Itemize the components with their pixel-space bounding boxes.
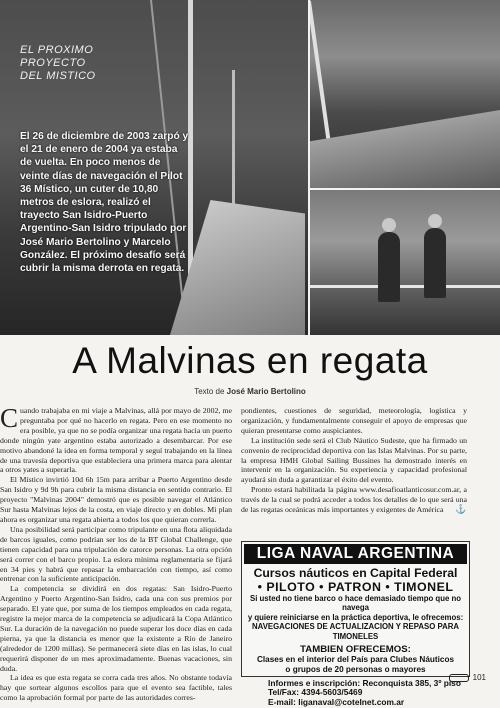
ad-headline: Cursos náuticos en Capital Federal [253, 566, 458, 580]
byline-author: José Mario Bertolino [226, 387, 306, 396]
page-footer [449, 673, 486, 682]
ad-banner: LIGA NAVAL ARGENTINA [244, 544, 467, 564]
article-column-left [0, 403, 232, 703]
drop-cap: C [0, 403, 19, 433]
paragraph: Pronto estará habilitada la página www.desafioatlanticosur.com.ar, a través de la cual se podrá acceder a todos los detalles de lo que será una de las regatas oceánicas más importantes y exigentes de América ⚓ [241, 485, 467, 515]
deck-photo [310, 0, 500, 188]
article-column-right [241, 406, 467, 515]
ad-contact: Informes e inscripción: Reconquista 385, 3º piso Tel/Fax: 4394-5603/5469 E-mail: liganaval@cotelnet.com.ar [268, 677, 461, 708]
crew-photo [310, 190, 500, 335]
liga-naval-ad: LIGA NAVAL ARGENTINA Cursos náuticos en Capital Federal • PILOTO • PATRON • TIMONEL Si usted no tiene barco o hace demasiado tiempo que no navega y quiere reiniciarse en la práctica deportiva, le ofrecemos: NAVEGACIONES DE ACTUALIZACION Y REPASO PARA TIMONELES TAMBIEN OFRECEMOS: Clases en el interior del País para Clubes Náuticos o grupos de 20 personas o mayores Informes e inscripción: Reconquista 385, 3º piso Tel/Fax: 4394-5603/5469 E-mail: liganaval@cotelnet.com.ar [241, 541, 470, 677]
paragraph: La competencia se dividirá en dos regatas: San Isidro-Puerto Argentino y Puerto Argentino-San Isidro, cada una con sus premios por separado. El yate que, por suma de los tiempos empleados en cada regata, registre la mejor marca de la competencia se adjudicará la Copa Atlántico Sur. La duración de la navegación no puede superar los doce días en cada pierna, ya que la distancia es menor que la existente a Río de Janeiro (alrededor de 1200 millas). Se permanecerá siete días en las islas, lo cual requerirá disponer de un mes aproximadamente. Buenas vacaciones, sin duda. [0, 584, 232, 673]
byline: Texto de José Mario Bertolino [194, 387, 306, 396]
anchor-icon: ⚓ [455, 504, 467, 515]
paragraph: Cuando trabajaba en mi viaje a Malvinas, allá por mayo de 2002, me preguntaba por qué no hacerlo en regata. Pero en ese momento no era posible, ya que no se podía organizar una regata hacia un puerto donde ningún yate argentino estaba autorizado a desembarcar. Por ese motivo abandoné la idea en forma temporal y seguí trabajando en la línea de una travesía deportiva que estableciera una primera marca para alentar a otros yates a superarla. [0, 403, 232, 475]
paragraph: Una posibilidad será participar como tripulante en una flota aliquidada de barcos iguales, como podrían ser los de la BT Global Challenge, que tienen capacidad para una tripulación de catorce personas. La otra opción será correr con el barco propio. La eslora mínima reglamentaria se fijará en 34 pies y habrá que repasar la embarcación con tiempo, así como entrenar con la suficiente anticipación. [0, 524, 232, 584]
ad-also-offer: TAMBIEN OFRECEMOS: [300, 644, 411, 656]
paragraph: pondientes, cuestiones de seguridad, meteorología, logística y organización, y fundamentalmente conseguir el apoyo de empresas que quieran presentarse como auspiciantes. [241, 406, 467, 435]
paragraph: La institución sede será el Club Náutico Sudeste, que ha firmado un convenio de reciprocidad deportiva con las Islas Malvinas. Por su parte, la empresa HMH Global Sailing Bussines ha demostrado interés en intervenir en la organización. Su experiencia y capacidad profesional ayudará sin duda a garantizar el éxito del evento. [241, 435, 467, 485]
page-number: 101 [472, 673, 486, 682]
article-intro: El 26 de diciembre de 2003 zarpó y el 21 de enero de 2004 ya estaba de vuelta. En poco menos de veinte días de navegación el Pilot 36 Místico, un cuter de 10,80 metros de eslora, realizó el trayecto San Isidro-Puerto Argentino-San Isidro tripulado por José Mario Bertolino y Marcelo González. El próximo desafío será cubrir la misma derrota en regata. [20, 131, 189, 275]
paragraph: La idea es que esta regata se corra cada tres años. No obstante todavía hay que sortear algunos escollos para que el evento sea factible, tales como la aprobación formal por parte de las autoridades corres- [0, 673, 232, 703]
ad-courses: • PILOTO • PATRON • TIMONEL [257, 580, 454, 594]
magazine-logo-icon [449, 674, 469, 682]
article-headline: A Malvinas en regata [72, 340, 428, 381]
paragraph: El Místico invirtió 10d 6h 15m para arribar a Puerto Argentino desde San Isidro y 9d 9h para cubrir la misma distancia en sentido contrario. El proyecto "Malvinas 2004" demostró que es posible navegar el Atlántico Sur hasta Malvinas lejos de la costa, en viaje directo y en dobles. Mi plan ahora es organizar una regata abierta a todos los que quieran correrla. [0, 475, 232, 524]
article-kicker: EL PROXIMO PROYECTO DEL MISTICO [20, 44, 96, 82]
